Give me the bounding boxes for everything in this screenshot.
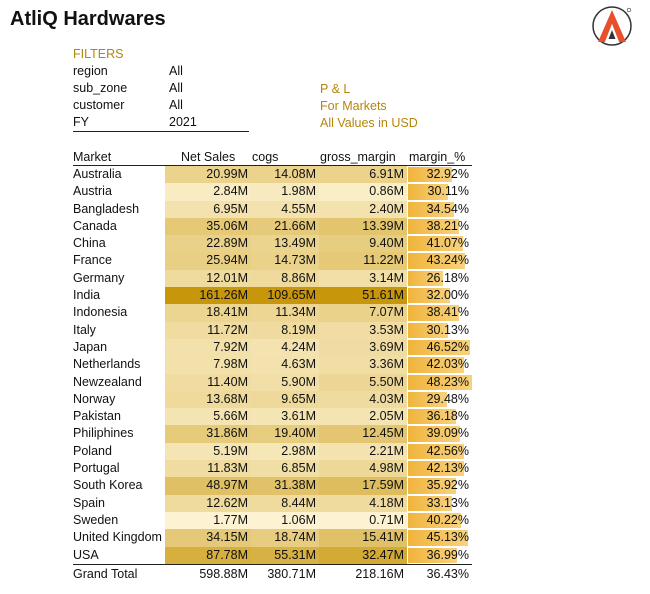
gross-margin-cell: 51.61M: [319, 287, 407, 304]
margin-pct-value: 30.13%: [426, 322, 469, 337]
margin-pct-cell: [408, 391, 472, 408]
margin-pct-value: 33.13%: [426, 495, 469, 510]
cogs-cell: 8.19M: [251, 322, 319, 339]
pl-table: [73, 149, 472, 583]
net-sales-cell: 11.40M: [165, 374, 251, 391]
margin-pct-cell: [408, 304, 472, 321]
net-sales-cell: 2.84M: [165, 183, 251, 200]
filter-customer[interactable]: [73, 98, 249, 115]
margin-pct-cell: [408, 218, 472, 235]
table-row: [73, 356, 472, 373]
total-gross-margin: 218.16M: [355, 566, 404, 581]
table-row: [73, 374, 472, 391]
margin-pct-value: 35.92%: [426, 478, 469, 493]
cogs-cell: 4.63M: [251, 356, 319, 373]
cogs-cell: 8.44M: [251, 495, 319, 512]
margin-pct-cell: [408, 252, 472, 269]
gross-margin-cell: 4.18M: [319, 495, 407, 512]
cogs-cell: 19.40M: [251, 425, 319, 442]
total-net-sales: 598.88M: [199, 566, 248, 581]
net-sales-cell: 6.95M: [165, 201, 251, 218]
filter-value[interactable]: All: [169, 64, 183, 78]
margin-pct-cell: [408, 460, 472, 477]
table-row: [73, 443, 472, 460]
table-row: [73, 287, 472, 304]
cogs-cell: 21.66M: [251, 218, 319, 235]
gross-margin-cell: 2.40M: [319, 201, 407, 218]
market-cell: Australia: [73, 167, 122, 181]
total-cogs: 380.71M: [267, 566, 316, 581]
gross-margin-cell: 2.05M: [319, 408, 407, 425]
report-name: P & L: [320, 82, 351, 96]
margin-pct-cell: [408, 495, 472, 512]
cogs-cell: 2.98M: [251, 443, 319, 460]
table-row: [73, 547, 472, 564]
margin-pct-value: 45.13%: [426, 530, 469, 545]
table-row: [73, 322, 472, 339]
margin-pct-cell: [408, 477, 472, 494]
net-sales-cell: 5.66M: [165, 408, 251, 425]
margin-pct-cell: [408, 201, 472, 218]
filter-value[interactable]: All: [169, 81, 183, 95]
cogs-cell: 1.06M: [251, 512, 319, 529]
header-market[interactable]: Market: [73, 150, 112, 164]
gross-margin-cell: 12.45M: [319, 425, 407, 442]
margin-pct-value: 32.00%: [426, 288, 469, 303]
market-cell: United Kingdom: [73, 530, 162, 545]
margin-pct-cell: [408, 339, 472, 356]
filter-key: sub_zone: [73, 81, 128, 95]
margin-pct-value: 46.52%: [426, 339, 469, 354]
net-sales-cell: 12.62M: [165, 495, 251, 512]
gross-margin-cell: 2.21M: [319, 443, 407, 460]
margin-pct-cell: [408, 529, 472, 546]
market-cell: Sweden: [73, 512, 119, 527]
market-cell: Austria: [73, 184, 112, 199]
market-cell: Philiphines: [73, 426, 134, 441]
margin-pct-cell: [408, 322, 472, 339]
table-body: [73, 166, 472, 564]
market-cell: Norway: [73, 391, 116, 406]
net-sales-cell: 13.68M: [165, 391, 251, 408]
market-cell: Portugal: [73, 461, 120, 476]
gross-margin-cell: 3.53M: [319, 322, 407, 339]
table-row: [73, 166, 472, 183]
cogs-cell: 55.31M: [251, 547, 319, 564]
margin-pct-cell: [408, 443, 472, 460]
gross-margin-cell: 4.98M: [319, 460, 407, 477]
cogs-cell: 14.73M: [251, 252, 319, 269]
filter-fy[interactable]: [73, 115, 249, 132]
margin-pct-cell: [408, 235, 472, 252]
atliq-logo-icon: [590, 4, 634, 48]
table-row: [73, 339, 472, 356]
cogs-cell: 3.61M: [251, 408, 319, 425]
header-net-sales[interactable]: Net Sales: [181, 150, 236, 164]
cogs-cell: 1.98M: [251, 183, 319, 200]
cogs-cell: 31.38M: [251, 477, 319, 494]
net-sales-cell: 11.72M: [165, 322, 251, 339]
table-row: [73, 512, 472, 529]
gross-margin-cell: 0.71M: [319, 512, 407, 529]
market-cell: South Korea: [73, 478, 143, 493]
table-row: [73, 270, 472, 287]
margin-pct-value: 38.21%: [426, 218, 469, 233]
cogs-cell: 11.34M: [251, 304, 319, 321]
margin-pct-cell: [408, 408, 472, 425]
table-row: [73, 235, 472, 252]
margin-pct-value: 48.23%: [426, 374, 469, 389]
gross-margin-cell: 3.69M: [319, 339, 407, 356]
margin-pct-value: 32.92%: [426, 167, 469, 181]
net-sales-cell: 87.78M: [165, 547, 251, 564]
table-row: [73, 529, 472, 546]
gross-margin-cell: 32.47M: [319, 547, 407, 564]
net-sales-cell: 161.26M: [165, 287, 251, 304]
market-cell: Pakistan: [73, 409, 121, 424]
net-sales-cell: 22.89M: [165, 235, 251, 252]
grand-total-row: [73, 564, 472, 583]
cogs-cell: 13.49M: [251, 235, 319, 252]
market-cell: India: [73, 288, 101, 303]
total-label: Grand Total: [73, 566, 138, 581]
gross-margin-cell: 7.07M: [319, 304, 407, 321]
cogs-cell: 109.65M: [251, 287, 319, 304]
margin-pct-value: 42.56%: [426, 443, 469, 458]
table-row: [73, 477, 472, 494]
margin-pct-value: 26.18%: [426, 270, 469, 285]
total-margin-pct: 36.43%: [426, 566, 469, 581]
margin-pct-cell: [408, 166, 472, 183]
margin-pct-cell: [408, 356, 472, 373]
margin-pct-cell: [408, 287, 472, 304]
net-sales-cell: 1.77M: [165, 512, 251, 529]
market-cell: Newzealand: [73, 374, 142, 389]
table-row: [73, 304, 472, 321]
cogs-cell: 18.74M: [251, 529, 319, 546]
gross-margin-cell: 5.50M: [319, 374, 407, 391]
net-sales-cell: 18.41M: [165, 304, 251, 321]
margin-pct-value: 41.07%: [426, 236, 469, 251]
gross-margin-cell: 3.14M: [319, 270, 407, 287]
table-row: [73, 201, 472, 218]
table-row: [73, 460, 472, 477]
market-cell: Canada: [73, 218, 117, 233]
gross-margin-cell: 17.59M: [319, 477, 407, 494]
filter-key: region: [73, 64, 108, 78]
margin-pct-value: 40.22%: [426, 512, 469, 527]
table-row: [73, 391, 472, 408]
margin-pct-cell: [408, 374, 472, 391]
margin-pct-cell: [408, 547, 472, 564]
net-sales-cell: 25.94M: [165, 252, 251, 269]
net-sales-cell: 7.98M: [165, 356, 251, 373]
margin-pct-cell: [408, 425, 472, 442]
net-sales-cell: 35.06M: [165, 218, 251, 235]
report-scope: For Markets: [320, 99, 387, 113]
margin-pct-value: 39.09%: [426, 426, 469, 441]
margin-pct-value: 36.18%: [426, 409, 469, 424]
cogs-cell: 6.85M: [251, 460, 319, 477]
net-sales-cell: 31.86M: [165, 425, 251, 442]
market-cell: Poland: [73, 443, 112, 458]
margin-pct-value: 42.03%: [426, 357, 469, 372]
cogs-cell: 14.08M: [251, 166, 319, 183]
margin-pct-value: 34.54%: [426, 201, 469, 216]
filter-key: FY: [73, 115, 89, 129]
net-sales-cell: 48.97M: [165, 477, 251, 494]
market-cell: USA: [73, 547, 99, 562]
filters-heading: FILTERS: [73, 47, 124, 61]
gross-margin-cell: 6.91M: [319, 166, 407, 183]
gross-margin-cell: 11.22M: [319, 252, 407, 269]
net-sales-cell: 12.01M: [165, 270, 251, 287]
table-row: [73, 425, 472, 442]
market-cell: Germany: [73, 270, 125, 285]
table-row: [73, 252, 472, 269]
cogs-cell: 5.90M: [251, 374, 319, 391]
net-sales-cell: 7.92M: [165, 339, 251, 356]
margin-pct-value: 43.24%: [426, 253, 469, 268]
market-cell: Japan: [73, 339, 108, 354]
report-units: All Values in USD: [320, 116, 418, 130]
gross-margin-cell: 4.03M: [319, 391, 407, 408]
filter-region[interactable]: [73, 64, 249, 81]
net-sales-cell: 20.99M: [165, 166, 251, 183]
net-sales-cell: 11.83M: [165, 460, 251, 477]
header-cogs[interactable]: cogs: [252, 150, 279, 164]
market-cell: France: [73, 253, 112, 268]
market-cell: China: [73, 236, 106, 251]
market-cell: Bangladesh: [73, 201, 140, 216]
table-row: [73, 218, 472, 235]
report-title: AtliQ Hardwares: [10, 8, 166, 30]
market-cell: Netherlands: [73, 357, 141, 372]
gross-margin-cell: 3.36M: [319, 356, 407, 373]
cogs-cell: 4.55M: [251, 201, 319, 218]
header-gross-margin[interactable]: gross_margin: [320, 150, 396, 164]
margin-pct-cell: [408, 183, 472, 200]
margin-pct-value: 42.13%: [426, 461, 469, 476]
filter-value[interactable]: All: [169, 98, 183, 112]
net-sales-cell: 34.15M: [165, 529, 251, 546]
market-cell: Spain: [73, 495, 105, 510]
filter-value[interactable]: 2021: [169, 115, 197, 129]
margin-pct-value: 36.99%: [426, 547, 469, 562]
table-row: [73, 183, 472, 200]
header-margin-pct[interactable]: margin_%: [409, 150, 466, 164]
gross-margin-cell: 13.39M: [319, 218, 407, 235]
gross-margin-cell: 9.40M: [319, 235, 407, 252]
margin-pct-cell: [408, 512, 472, 529]
margin-pct-value: 38.41%: [426, 305, 469, 320]
market-cell: Italy: [73, 322, 96, 337]
table-header: [73, 149, 472, 166]
filter-key: customer: [73, 98, 125, 112]
margin-pct-value: 30.11%: [427, 184, 469, 199]
cogs-cell: 8.86M: [251, 270, 319, 287]
cogs-cell: 4.24M: [251, 339, 319, 356]
margin-pct-value: 29.48%: [426, 391, 469, 406]
gross-margin-cell: 15.41M: [319, 529, 407, 546]
net-sales-cell: 5.19M: [165, 443, 251, 460]
table-row: [73, 408, 472, 425]
margin-pct-cell: [408, 270, 472, 287]
filter-sub-zone[interactable]: [73, 81, 249, 98]
cogs-cell: 9.65M: [251, 391, 319, 408]
market-cell: Indonesia: [73, 305, 128, 320]
gross-margin-cell: 0.86M: [319, 183, 407, 200]
table-row: [73, 495, 472, 512]
